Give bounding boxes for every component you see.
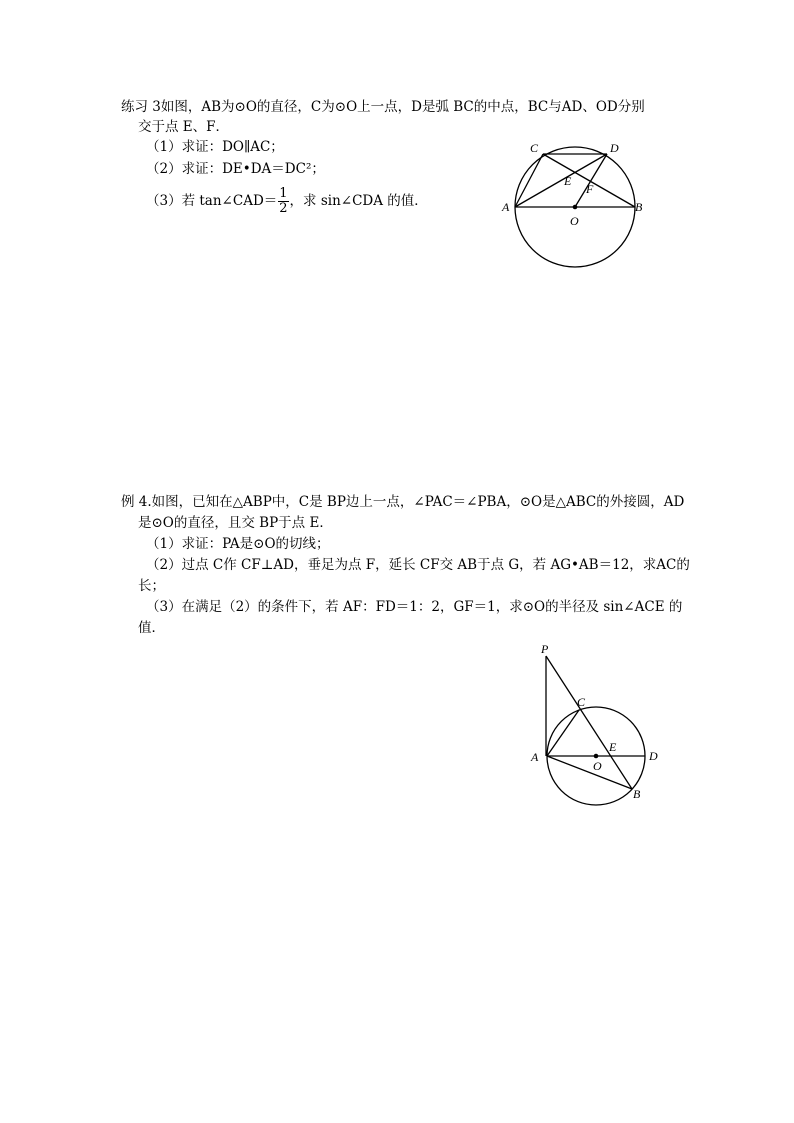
label-o: O <box>570 214 579 228</box>
fraction-denominator: 2 <box>279 201 288 216</box>
problem1-line1: 练习 3如图，AB为⊙O的直径，C为⊙O上一点，D是弧 BC的中点，BC与AD、OD分别 <box>121 99 645 115</box>
problem2-question1: （1）求证：PA是⊙O的切线； <box>146 536 330 552</box>
segment-pb <box>546 656 632 789</box>
label-c: C <box>530 141 539 155</box>
label-d: D <box>649 749 658 763</box>
label-e: E <box>564 174 572 188</box>
fraction-one-half <box>278 187 288 216</box>
label-c: C <box>577 695 586 709</box>
center-point-o <box>594 754 599 759</box>
problem1-question3-suffix: ，求 sin∠CDA 的值． <box>289 193 428 209</box>
label-e: E <box>609 740 617 754</box>
problem2-line2: 是⊙O的直径，且交 BP于点 E． <box>138 515 333 531</box>
label-o: O <box>593 759 602 773</box>
problem2-question3-line2: 值． <box>138 620 165 636</box>
label-a: A <box>531 750 539 764</box>
problem1-question2: （2）求证：DE•DA＝DC²； <box>146 161 325 177</box>
problem1-question3 <box>146 186 428 216</box>
circle-diagram-1 <box>490 132 660 272</box>
label-a: A <box>502 200 510 214</box>
circle-diagram-2 <box>520 636 670 811</box>
label-d: D <box>610 141 619 155</box>
problem2-question2-line1: （2）过点 C作 CF⊥AD，垂足为点 F，延长 CF交 AB于点 G，若 AG•AB＝12，求AC的 <box>146 557 690 573</box>
center-point-o <box>573 205 578 210</box>
problem2-line1: 例 4.如图，已知在△ABP中，C是 BP边上一点，∠PAC＝∠PBA，⊙O是△ABC的外接圆，AD <box>121 494 685 510</box>
problem2-question3-line1: （3）在满足（2）的条件下，若 AF：FD＝1：2，GF＝1，求⊙O的半径及 sin∠ACE 的 <box>146 599 683 615</box>
problem2-question2-line2: 长； <box>138 578 165 594</box>
fraction-numerator: 1 <box>279 186 288 201</box>
label-b: B <box>633 787 641 801</box>
label-p: P <box>541 642 549 656</box>
label-f: F <box>586 182 594 196</box>
label-b: B <box>635 200 643 214</box>
problem1-question1: （1）求证：DO∥AC； <box>146 139 284 155</box>
problem1-question3-prefix: （3）若 tan∠CAD＝ <box>146 193 278 209</box>
segment-ac <box>547 710 579 756</box>
segment-bc <box>543 154 635 207</box>
segment-ab <box>547 756 632 789</box>
segment-od <box>575 154 607 207</box>
problem1-line2: 交于点 E、F． <box>138 119 230 135</box>
